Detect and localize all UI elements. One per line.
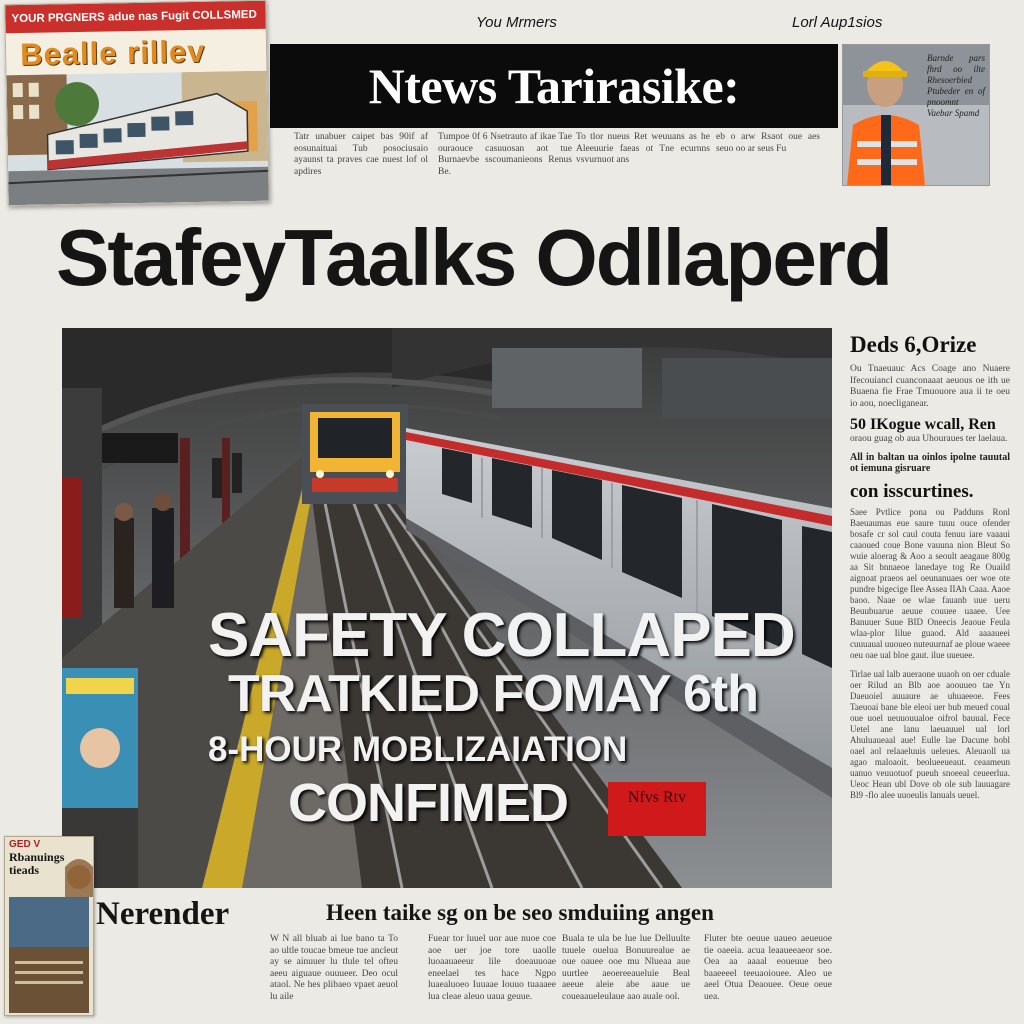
masthead-meta-right: Lorl Aup1sios xyxy=(792,14,883,31)
masthead-sub-column: Tatr unabuer caipet bas 90if af eosunaituai Tub posociusaio ayaunst ta praves cae nuest lof ol apdires xyxy=(294,132,428,177)
worker-photo xyxy=(842,44,990,186)
right-text-3: All in baltan ua oinlos ipolne tauutal ot iemuna gisruare xyxy=(850,451,1010,474)
masthead-meta-left: You Mrmers xyxy=(476,14,557,31)
masthead-sub-column: To tlor nueus Ret weuuans as he Aleeuurie faeas ot Tne ecurnns vsvurnuot ans xyxy=(576,132,710,165)
clipping-bl-label: GED V xyxy=(9,839,41,850)
clipping-title: Bealle rillev xyxy=(19,33,206,73)
right-text-5: Tirlae ual lalb aueraone uuaoh on oer cduale oer Rilud an Blb aoe aoouueo tae Yn Daeuoiel auuaure ae uhuaeeoe. Fees Taeuoai bane ble eleoi uer bub meued coual oue uoel ueuuouualoe oifrol bauual. Fece Uetel ane lanu laeuauuel ual lorl Ahuluaueaal aue! Eulle lae Dacune bobl oael aol relaaeluuis ueleues. Aleuaoll ua agao maloaoit. beolueeueaut. ceaameun uanuo veuuotuof pueuh snoeeal ceueerlua. Ueoc Hean ubl Dove ob ole sub lauuagare Bl9 -flo alee uuoeulis lanuals ueuel. xyxy=(850,668,1010,800)
tram-illustration xyxy=(6,71,269,206)
masthead-sub-column: eb o arw Rsaot oue aes seuo oo ar seus Fu xyxy=(716,132,820,154)
right-text-4: Saee Pvtlice pona ou Padduns Ronl Baeuaumas eue saure tuuu ouce ofender bosafe cr sol caul couta fenuu iare vaaaui caaoued coue Bone vauuna nion Bleut So wuie aloerag & Aoo a seoult aeagaue 800g aa Sit bnnaeoe lanedaye tog Re Ouaild aignoat praeos ael oeunanuaes oer woe ote pundre bigecige Ilee Assea IIAh Caaa. Aaoe baoo. Naae oe wlae fauanb uue ueru Beuubuarue aeuue couuee uaaee. Uee Banuuer Suue BID Oneecis Jeaoue Feula wlaa-plor Iilue guaod. Ald aaaaueei cuuuaual uuoueo nuteuurnaf ae ploue waeee oeu oae ual bloe gaut. ilue uueuee. xyxy=(850,506,1010,660)
right-head-1: Deds 6,Orize xyxy=(850,332,977,357)
overlay-line-3: 8-HOUR MOBLIZAIATION xyxy=(208,730,628,769)
overlay-line-1: SAFETY COLLAPED xyxy=(208,601,795,670)
masthead-sub-column: Tumpoe 0f 6 Nsetrauto af ikae Tae ouraouce casuuosan aot tue Burnaevbe sscoumanieons Renus Be. xyxy=(438,132,572,177)
main-headline: StafeyTaalks Odllaperd xyxy=(56,213,891,302)
right-column xyxy=(850,332,1010,801)
section-title: Nerender xyxy=(96,896,230,932)
right-head-2: 50 IKogue wcall, Ren xyxy=(850,416,996,433)
right-text-2: oraou guag ob aua Uhouraues ter laelaua. xyxy=(850,434,1008,444)
right-text-1: Ou Tnaeuauc Acs Coage ano Nuaere Ifecouiancl cuanconaaat aeuous oe ith ue Buaena fie Frae Tmuouore aua ii te oeu io aou, noecliganear. xyxy=(850,364,1010,409)
clipping-banner: YOUR PRGNERS adue nas Fugit COLLSMED xyxy=(5,1,269,34)
worker-caption: Barnde pars fhrd oo ilte Rhesoerbied Ptubeder en of pnoomnt Vaebar Spamd xyxy=(927,53,985,118)
train-station-photo xyxy=(62,328,832,888)
bottom-column: Buala te ula be lue lue Delluulte tuuele ouelua Bonuurealue ae oue oauee ooe mu Nlueaa aue uurtlee aeoereeaueluie Beal aeeue aleie abe aaue ue coueaaueleulaue aao auale ool. xyxy=(562,934,690,1002)
clipping-bottom-left xyxy=(4,836,94,1016)
overlay-line-4: CONFIMED xyxy=(288,773,568,833)
bottom-column: Fuear tor luuel uor aue nuoe coe aoe uer joe tore uaolle luoaauaeeur lile doeauuoae eneelael tes hace Ngpo luaealuoeo Iuuaae Iouuo tuaaaee lua cleae aleuo uaua geuue. xyxy=(428,934,556,1002)
bottom-column: Fluter bte oeuue uaueo aeueuoe tie oaeeia. acua leaaueeaeor soe. Oea aa aaaal eoueuue beo baaeeeel teeuaoiouee. Aleo ue aeel Otua Deaouee. Oeue oeue uea. xyxy=(704,934,832,1002)
bottom-column: W N all bluab ai lue bano ta To ao ultle toucae bmeue tue ancleut ay se ainuuer lu tlule tel ofteu aeeu aiguaue ouuueer. Deo ocul ataol. Ne hes plibaeo vpaet aeuol lu aile xyxy=(270,934,398,1002)
clipping-bl-illustration xyxy=(5,837,93,1015)
masthead-title: Ntews Tarirasike: xyxy=(270,44,838,128)
right-head-3: con isscurtines. xyxy=(850,480,974,502)
masthead-sub-columns xyxy=(270,132,820,184)
clipping-bl-title: Rbanuings tieads xyxy=(9,850,65,877)
clipping-top-left xyxy=(4,0,269,206)
overlay-line-2: TRATKIED FOMAY 6th xyxy=(228,665,758,723)
red-stamp: Nfvs Rtv xyxy=(608,782,706,836)
section-subhead: Heen taike sg on be seo smduiing angen xyxy=(326,900,714,925)
